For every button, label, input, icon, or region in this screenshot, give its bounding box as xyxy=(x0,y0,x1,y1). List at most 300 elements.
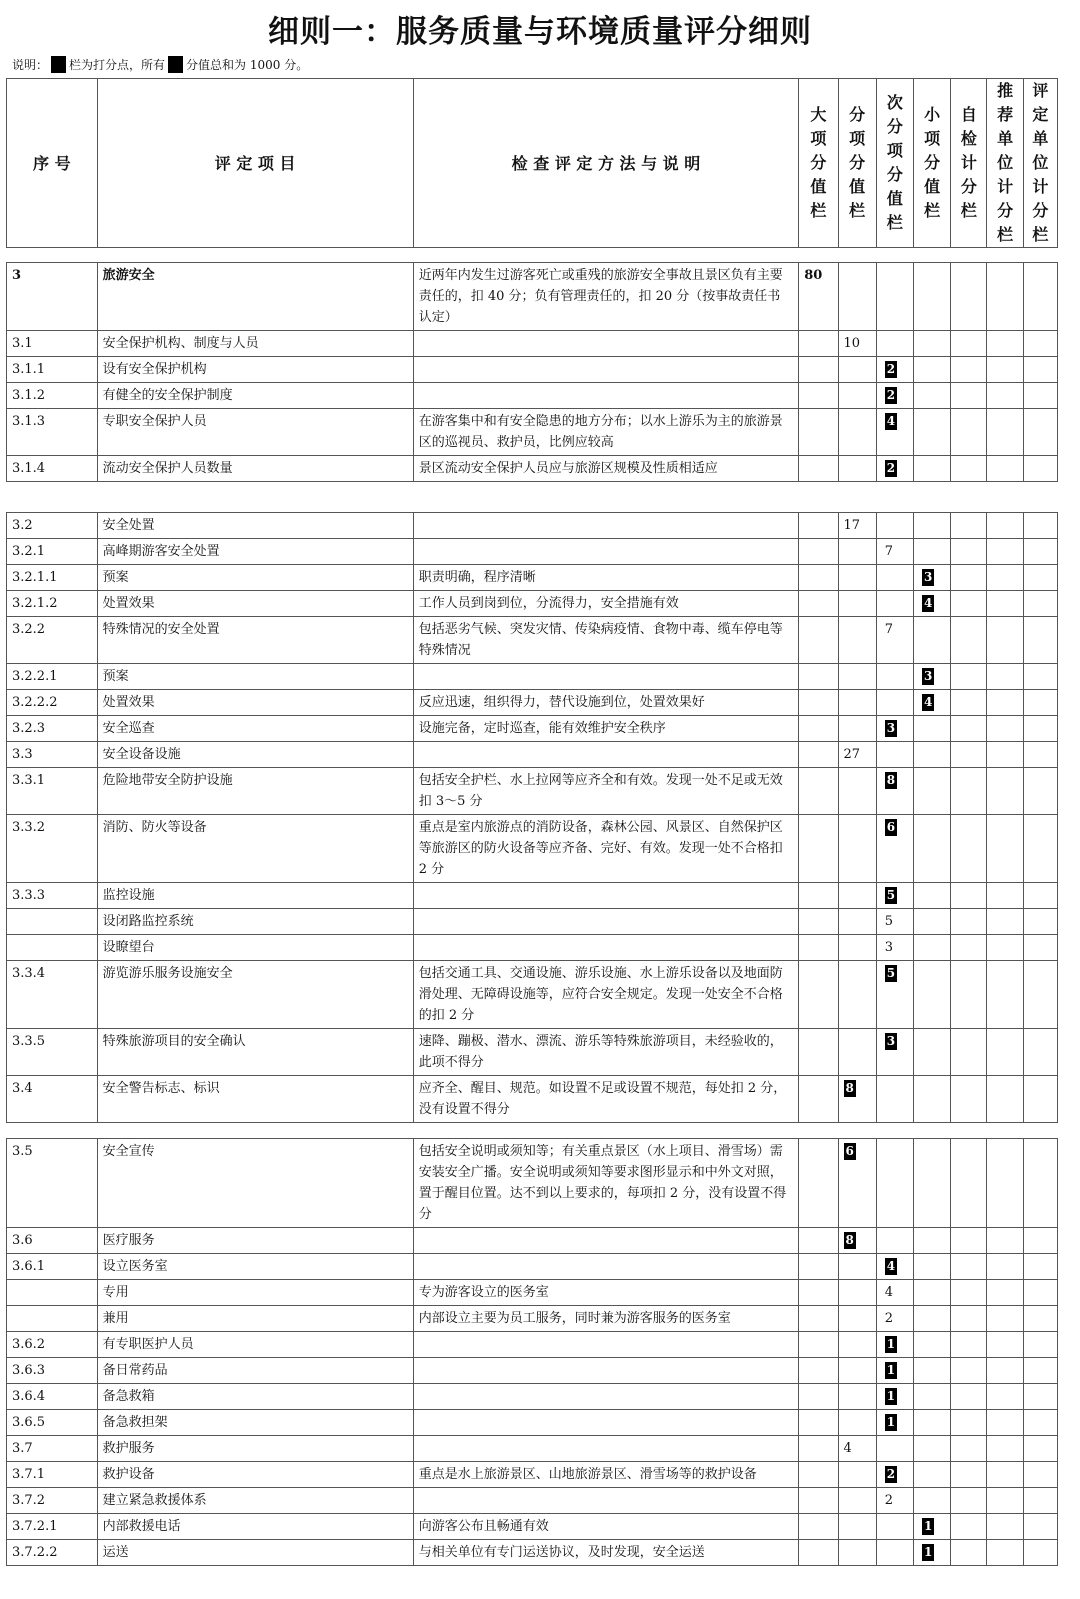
row-subsub-score xyxy=(876,1436,913,1462)
row-sub-score xyxy=(838,1139,876,1228)
row-sub-score xyxy=(838,409,876,456)
table-row xyxy=(7,539,1058,565)
row-item xyxy=(97,1029,413,1076)
row-assess-score xyxy=(1023,935,1057,961)
row-subsub-score xyxy=(876,664,913,690)
row-major-score xyxy=(799,815,838,883)
row-sub-score xyxy=(838,263,876,331)
row-item xyxy=(97,909,413,935)
row-minor-score xyxy=(913,331,950,357)
row-major-score xyxy=(799,1384,838,1410)
row-seq-value: 3.2.2.1 xyxy=(12,669,58,684)
table-row xyxy=(7,357,1058,383)
row-minor-score xyxy=(913,1306,950,1332)
row-assess-score xyxy=(1023,357,1057,383)
table-row xyxy=(7,1254,1058,1280)
row-method xyxy=(413,1358,799,1384)
header-col-sub: 分项分值栏 xyxy=(849,105,866,220)
row-assess-score xyxy=(1023,961,1057,1029)
row-method-value: 重点是水上旅游景区、山地旅游景区、滑雪场等的救护设备 xyxy=(418,1467,757,1482)
row-method xyxy=(413,742,799,768)
row-item xyxy=(97,409,413,456)
row-self-score xyxy=(951,1029,987,1076)
row-minor-score xyxy=(913,1384,950,1410)
table-row xyxy=(7,565,1058,591)
row-sub-score xyxy=(838,1280,876,1306)
row-method xyxy=(413,909,799,935)
row-recommend-score xyxy=(987,539,1023,565)
row-sub-score xyxy=(838,961,876,1029)
row-minor-score xyxy=(913,1280,950,1306)
note-text: 栏为打分点，所有 xyxy=(69,58,166,72)
row-major-score xyxy=(799,383,838,409)
row-self-score xyxy=(951,617,987,664)
row-item-value: 专职安全保护人员 xyxy=(102,414,207,429)
row-self-score xyxy=(951,935,987,961)
header-col-self: 自检计分栏 xyxy=(960,105,977,220)
row-self-score xyxy=(951,716,987,742)
table-row xyxy=(7,883,1058,909)
row-recommend-score xyxy=(987,331,1023,357)
table-row xyxy=(7,1332,1058,1358)
row-sub-score xyxy=(838,664,876,690)
table-row xyxy=(7,1228,1058,1254)
row-major-score xyxy=(799,1436,838,1462)
row-minor-score xyxy=(913,1488,950,1514)
row-major-score xyxy=(799,1306,838,1332)
row-seq-value: 3.6.5 xyxy=(12,1415,46,1430)
row-subsub-score xyxy=(876,1462,913,1488)
header-col-subsub: 次分项分值栏 xyxy=(886,93,903,232)
row-seq-value: 3.3.3 xyxy=(12,888,46,903)
row-method xyxy=(413,513,799,539)
row-minor-score-value: 3 xyxy=(923,669,933,683)
row-sub-score-value: 27 xyxy=(843,747,861,762)
row-method-value: 应齐全、醒目、规范。如设置不足或设置不规范，每处扣 2 分，没有设置不得分 xyxy=(418,1081,787,1117)
row-assess-score xyxy=(1023,456,1057,482)
row-seq-value: 3.2.1.1 xyxy=(12,570,58,585)
row-recommend-score xyxy=(987,1436,1023,1462)
row-method xyxy=(413,1139,799,1228)
row-seq xyxy=(7,591,98,617)
row-item-value: 特殊情况的安全处置 xyxy=(102,622,220,637)
row-item xyxy=(97,1358,413,1384)
header-col-assess: 评定单位计分栏 xyxy=(1032,81,1049,244)
row-minor-score xyxy=(913,263,950,331)
row-subsub-score-value: 2 xyxy=(884,1493,894,1508)
table-row xyxy=(7,1488,1058,1514)
row-minor-score xyxy=(913,565,950,591)
row-major-score xyxy=(799,1139,838,1228)
row-major-score xyxy=(799,1076,838,1123)
table-row xyxy=(7,513,1058,539)
row-sub-score xyxy=(838,815,876,883)
row-subsub-score xyxy=(876,565,913,591)
row-subsub-score-value: 7 xyxy=(884,622,894,637)
row-sub-score-value: 17 xyxy=(843,518,861,533)
row-seq xyxy=(7,1514,98,1540)
row-item xyxy=(97,539,413,565)
row-self-score xyxy=(951,1358,987,1384)
row-method-value: 包括交通工具、交通设施、游乐设施、水上游乐设备以及地面防滑处理、无障碍设施等，应符合安全规定。发现一处安全不合格的扣 2 分 xyxy=(418,966,783,1023)
row-item xyxy=(97,935,413,961)
row-self-score xyxy=(951,1280,987,1306)
page-title: 细则一：服务质量与环境质量评分细则 xyxy=(268,14,812,50)
row-minor-score xyxy=(913,1029,950,1076)
row-assess-score xyxy=(1023,664,1057,690)
row-assess-score xyxy=(1023,409,1057,456)
row-item-value: 处置效果 xyxy=(102,695,155,710)
row-major-score xyxy=(799,591,838,617)
row-assess-score xyxy=(1023,768,1057,815)
row-minor-score xyxy=(913,383,950,409)
row-minor-score xyxy=(913,716,950,742)
row-item-value: 有健全的安全保护制度 xyxy=(102,388,233,403)
row-sub-score xyxy=(838,1254,876,1280)
row-subsub-score xyxy=(876,961,913,1029)
table-row xyxy=(7,263,1058,331)
row-subsub-score xyxy=(876,513,913,539)
row-item xyxy=(97,1462,413,1488)
row-recommend-score xyxy=(987,1332,1023,1358)
row-seq-value: 3.5 xyxy=(12,1144,33,1159)
row-seq-value: 3.7 xyxy=(12,1441,33,1456)
row-sub-score xyxy=(838,1332,876,1358)
row-item-value: 旅游安全 xyxy=(102,268,155,283)
row-item-value: 安全巡查 xyxy=(102,721,155,736)
row-assess-score xyxy=(1023,690,1057,716)
row-self-score xyxy=(951,742,987,768)
row-minor-score xyxy=(913,742,950,768)
score-table-section-2 xyxy=(6,512,1058,1123)
row-item-value: 备急救担架 xyxy=(102,1415,168,1430)
row-seq xyxy=(7,768,98,815)
row-item-value: 安全警告标志、标识 xyxy=(102,1081,220,1096)
row-method xyxy=(413,961,799,1029)
row-item xyxy=(97,1139,413,1228)
row-item xyxy=(97,690,413,716)
table-row xyxy=(7,591,1058,617)
row-sub-score xyxy=(838,565,876,591)
row-item-value: 有专职医护人员 xyxy=(102,1337,194,1352)
row-item-value: 流动安全保护人员数量 xyxy=(102,461,233,476)
row-item xyxy=(97,883,413,909)
row-seq xyxy=(7,565,98,591)
row-seq-value: 3.2.1.2 xyxy=(12,596,58,611)
row-minor-score xyxy=(913,961,950,1029)
row-recommend-score xyxy=(987,664,1023,690)
row-seq-value: 3.6.4 xyxy=(12,1389,46,1404)
row-subsub-score xyxy=(876,1358,913,1384)
score-box-icon xyxy=(51,56,66,73)
row-method-value: 反应迅速，组织得力，替代设施到位，处置效果好 xyxy=(418,695,705,710)
row-assess-score xyxy=(1023,383,1057,409)
row-method xyxy=(413,409,799,456)
row-recommend-score xyxy=(987,909,1023,935)
row-recommend-score xyxy=(987,591,1023,617)
row-seq xyxy=(7,1332,98,1358)
row-seq xyxy=(7,909,98,935)
row-assess-score xyxy=(1023,1488,1057,1514)
row-minor-score xyxy=(913,883,950,909)
row-major-score xyxy=(799,357,838,383)
row-item xyxy=(97,383,413,409)
row-seq xyxy=(7,1384,98,1410)
table-row xyxy=(7,1306,1058,1332)
row-major-score xyxy=(799,456,838,482)
row-self-score xyxy=(951,1488,987,1514)
row-item xyxy=(97,1410,413,1436)
row-subsub-score xyxy=(876,591,913,617)
row-major-score xyxy=(799,1228,838,1254)
row-assess-score xyxy=(1023,539,1057,565)
row-item xyxy=(97,1384,413,1410)
table-row xyxy=(7,1540,1058,1566)
row-method xyxy=(413,935,799,961)
row-recommend-score xyxy=(987,617,1023,664)
row-self-score xyxy=(951,539,987,565)
row-method-value: 包括安全护栏、水上拉网等应齐全和有效。发现一处不足或无效扣 3～5 分 xyxy=(418,773,783,809)
row-seq xyxy=(7,1358,98,1384)
row-seq xyxy=(7,742,98,768)
row-recommend-score xyxy=(987,409,1023,456)
row-minor-score xyxy=(913,815,950,883)
table-row xyxy=(7,935,1058,961)
row-recommend-score xyxy=(987,357,1023,383)
row-seq-value: 3 xyxy=(12,268,22,283)
row-seq-value: 3.6.2 xyxy=(12,1337,46,1352)
row-sub-score-value: 8 xyxy=(845,1233,854,1247)
row-sub-score-value: 6 xyxy=(845,1144,854,1158)
row-method-value: 速降、蹦极、潜水、漂流、游乐等特殊旅游项目，未经验收的，此项不得分 xyxy=(418,1034,783,1070)
row-subsub-score-value: 4 xyxy=(886,414,896,428)
row-sub-score xyxy=(838,716,876,742)
row-sub-score xyxy=(838,768,876,815)
table-row xyxy=(7,1076,1058,1123)
row-subsub-score xyxy=(876,263,913,331)
row-minor-score xyxy=(913,1462,950,1488)
row-self-score xyxy=(951,1410,987,1436)
row-subsub-score-value: 5 xyxy=(884,914,894,929)
row-method xyxy=(413,1436,799,1462)
row-seq xyxy=(7,935,98,961)
row-item xyxy=(97,1540,413,1566)
row-minor-score xyxy=(913,539,950,565)
row-item-value: 救护设备 xyxy=(102,1467,155,1482)
row-self-score xyxy=(951,909,987,935)
row-subsub-score xyxy=(876,1280,913,1306)
row-minor-score xyxy=(913,409,950,456)
row-method-value: 内部设立主要为员工服务，同时兼为游客服务的医务室 xyxy=(418,1311,731,1326)
row-subsub-score xyxy=(876,617,913,664)
row-subsub-score-value: 5 xyxy=(886,888,896,902)
row-recommend-score xyxy=(987,742,1023,768)
row-method xyxy=(413,1540,799,1566)
row-seq xyxy=(7,383,98,409)
table-row xyxy=(7,1384,1058,1410)
row-item-value: 消防、防火等设备 xyxy=(102,820,207,835)
row-self-score xyxy=(951,1436,987,1462)
row-item xyxy=(97,768,413,815)
row-major-score xyxy=(799,1514,838,1540)
row-item xyxy=(97,1228,413,1254)
row-major-score xyxy=(799,1462,838,1488)
table-row xyxy=(7,716,1058,742)
row-method xyxy=(413,1332,799,1358)
header-method: 检 查 评 定 方 法 与 说 明 xyxy=(413,79,799,248)
row-seq xyxy=(7,331,98,357)
row-subsub-score-value: 3 xyxy=(886,1034,896,1048)
row-recommend-score xyxy=(987,1462,1023,1488)
row-item-value: 设闭路监控系统 xyxy=(102,914,194,929)
row-seq xyxy=(7,1306,98,1332)
row-method xyxy=(413,357,799,383)
row-subsub-score xyxy=(876,716,913,742)
row-item xyxy=(97,1076,413,1123)
legend-note xyxy=(12,56,308,73)
row-assess-score xyxy=(1023,1462,1057,1488)
row-sub-score xyxy=(838,883,876,909)
row-subsub-score xyxy=(876,1410,913,1436)
row-major-score xyxy=(799,1280,838,1306)
row-self-score xyxy=(951,1228,987,1254)
row-sub-score xyxy=(838,617,876,664)
row-item xyxy=(97,456,413,482)
row-recommend-score xyxy=(987,815,1023,883)
row-seq xyxy=(7,690,98,716)
row-assess-score xyxy=(1023,1514,1057,1540)
table-row xyxy=(7,1139,1058,1228)
row-assess-score xyxy=(1023,331,1057,357)
row-seq-value: 3.3.4 xyxy=(12,966,46,981)
row-seq xyxy=(7,664,98,690)
row-assess-score xyxy=(1023,1358,1057,1384)
row-minor-score-value: 1 xyxy=(923,1519,933,1533)
row-sub-score xyxy=(838,1540,876,1566)
row-minor-score xyxy=(913,1436,950,1462)
row-item-value: 监控设施 xyxy=(102,888,155,903)
row-item-value: 医疗服务 xyxy=(102,1233,155,1248)
row-seq-value: 3.1.4 xyxy=(12,461,46,476)
row-recommend-score xyxy=(987,1540,1023,1566)
table-row xyxy=(7,1462,1058,1488)
row-subsub-score-value: 1 xyxy=(886,1337,896,1351)
row-major-score xyxy=(799,883,838,909)
row-seq-value: 3.7.2.1 xyxy=(12,1519,58,1534)
row-seq-value: 3.4 xyxy=(12,1081,33,1096)
row-seq-value: 3.2.2 xyxy=(12,622,46,637)
row-minor-score xyxy=(913,513,950,539)
row-seq-value: 3.1.2 xyxy=(12,388,46,403)
row-subsub-score xyxy=(876,935,913,961)
row-seq xyxy=(7,883,98,909)
row-method-value: 设施完备，定时巡查，能有效维护安全秩序 xyxy=(418,721,666,736)
header-col-recommend: 推荐单位计分栏 xyxy=(997,81,1014,244)
row-minor-score xyxy=(913,591,950,617)
row-self-score xyxy=(951,331,987,357)
row-subsub-score-value: 3 xyxy=(884,940,894,955)
row-sub-score xyxy=(838,591,876,617)
row-sub-score xyxy=(838,1488,876,1514)
row-subsub-score xyxy=(876,1139,913,1228)
row-self-score xyxy=(951,1076,987,1123)
row-method-value: 重点是室内旅游点的消防设备，森林公园、风景区、自然保护区等旅游区的防火设备等应齐备、完好、有效。发现一处不合格扣 2 分 xyxy=(418,820,783,877)
row-method xyxy=(413,383,799,409)
row-seq xyxy=(7,357,98,383)
row-subsub-score xyxy=(876,909,913,935)
row-assess-score xyxy=(1023,1540,1057,1566)
score-table-section-3 xyxy=(6,1138,1058,1566)
row-subsub-score xyxy=(876,1076,913,1123)
row-item-value: 预案 xyxy=(102,669,129,684)
row-sub-score xyxy=(838,935,876,961)
row-subsub-score-value: 6 xyxy=(886,820,896,834)
row-item-value: 设有安全保护机构 xyxy=(102,362,207,377)
table-row xyxy=(7,768,1058,815)
row-item-value: 预案 xyxy=(102,570,129,585)
row-assess-score xyxy=(1023,1384,1057,1410)
row-method xyxy=(413,1488,799,1514)
row-item xyxy=(97,1436,413,1462)
row-self-score xyxy=(951,1332,987,1358)
row-seq xyxy=(7,1228,98,1254)
row-minor-score xyxy=(913,690,950,716)
row-assess-score xyxy=(1023,1410,1057,1436)
header-seq: 序 号 xyxy=(7,79,98,248)
row-seq xyxy=(7,1410,98,1436)
row-major-score xyxy=(799,1254,838,1280)
row-seq-value: 3.6 xyxy=(12,1233,33,1248)
row-recommend-score xyxy=(987,513,1023,539)
row-method xyxy=(413,716,799,742)
row-minor-score xyxy=(913,664,950,690)
row-sub-score xyxy=(838,456,876,482)
row-subsub-score xyxy=(876,1029,913,1076)
row-self-score xyxy=(951,815,987,883)
row-assess-score xyxy=(1023,513,1057,539)
row-major-score xyxy=(799,513,838,539)
row-assess-score xyxy=(1023,591,1057,617)
score-box-icon xyxy=(168,56,183,73)
row-minor-score xyxy=(913,1228,950,1254)
row-item-value: 兼用 xyxy=(102,1311,129,1326)
row-method xyxy=(413,1410,799,1436)
row-major-score xyxy=(799,690,838,716)
row-method xyxy=(413,1514,799,1540)
row-sub-score xyxy=(838,1358,876,1384)
row-method xyxy=(413,456,799,482)
table-row xyxy=(7,961,1058,1029)
row-self-score xyxy=(951,768,987,815)
row-sub-score xyxy=(838,1076,876,1123)
row-item xyxy=(97,331,413,357)
row-seq-value: 3.6.3 xyxy=(12,1363,46,1378)
row-assess-score xyxy=(1023,1029,1057,1076)
row-minor-score-value: 3 xyxy=(923,570,933,584)
row-minor-score xyxy=(913,1254,950,1280)
row-minor-score xyxy=(913,935,950,961)
row-item-value: 备日常药品 xyxy=(102,1363,168,1378)
table-row xyxy=(7,1436,1058,1462)
table-row xyxy=(7,690,1058,716)
row-item-value: 安全宣传 xyxy=(102,1144,155,1159)
row-major-score xyxy=(799,961,838,1029)
row-method xyxy=(413,591,799,617)
row-recommend-score xyxy=(987,1228,1023,1254)
row-major-score xyxy=(799,935,838,961)
row-subsub-score-value: 1 xyxy=(886,1389,896,1403)
row-sub-score xyxy=(838,513,876,539)
